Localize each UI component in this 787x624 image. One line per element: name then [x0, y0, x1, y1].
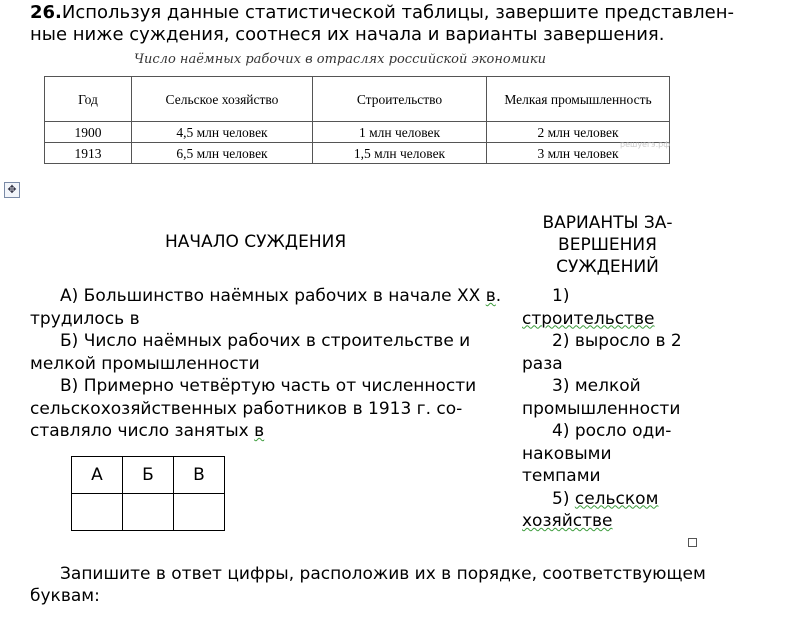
instruction-footer: Запишите в ответ цифры, расположив их в порядке, соответствующем буквам:	[30, 564, 706, 606]
header-cell-agriculture: Сельское хозяйство	[132, 77, 313, 122]
answer-input-row	[72, 494, 225, 531]
table-caption: Число наёмных рабочих в отраслях российской экономики	[133, 52, 547, 67]
beginning-item: Б) Число наёмных рабочих в строительстве и мелкой промышленности	[30, 331, 471, 374]
answer-header-v: В	[174, 457, 225, 494]
beginning-item: В) Примерно четвёртую часть от численности сельскохозяйственных работников в 1913 г. со-ставляло число занятых в	[30, 376, 477, 441]
task-number: 26.	[30, 2, 62, 23]
header-cell-year: Год	[45, 77, 132, 122]
table-cell: 6,5 млн человек	[132, 143, 313, 164]
endings-list	[522, 285, 692, 533]
option-item: 5) сельском хозяйстве	[522, 488, 659, 531]
answer-header-b: Б	[123, 457, 174, 494]
option-item: 3) мелкой промышленности	[522, 376, 681, 419]
heading-endings: ВАРИАНТЫ ЗА-ВЕРШЕНИЯ СУЖДЕНИЙ	[542, 213, 673, 277]
table-cell: 4,5 млн человек	[132, 122, 313, 143]
table-cell: 3 млн человек	[487, 143, 670, 164]
text-anchor-marker-icon	[688, 538, 697, 547]
answer-cell-a[interactable]	[72, 494, 123, 531]
table-cell: 1,5 млн человек	[313, 143, 487, 164]
task-statement	[30, 2, 770, 46]
option-item: 4) росло оди-наковыми темпами	[522, 421, 672, 486]
task-text: Используя данные статистической таблицы, завершите представлен-ные ниже суждения, соотнеся их начала и варианты завершения.	[30, 2, 734, 45]
table-cell: 2 млн человек	[487, 122, 670, 143]
statistics-table	[44, 76, 670, 164]
table-cell: 1900	[45, 122, 132, 143]
table-move-handle-icon[interactable]: ✥	[4, 182, 20, 198]
header-cell-small-industry: Мелкая промышленность	[487, 77, 670, 122]
beginnings-list	[30, 285, 505, 443]
table-cell: 1913	[45, 143, 132, 164]
answer-header-row	[72, 457, 225, 494]
watermark-text: решуегэ.рф	[620, 140, 671, 149]
header-cell-construction: Строительство	[313, 77, 487, 122]
table-row	[45, 143, 670, 164]
beginning-item: А) Большинство наёмных рабочих в начале XX в. трудилось в	[30, 286, 502, 329]
option-item: 1) строительстве	[522, 286, 655, 329]
table-cell: 1 млн человек	[313, 122, 487, 143]
option-item: 2) выросло в 2 раза	[522, 331, 682, 374]
answer-cell-v[interactable]	[174, 494, 225, 531]
answer-table	[71, 456, 225, 531]
heading-beginnings: НАЧАЛО СУЖДЕНИЯ	[165, 232, 347, 252]
answer-header-a: А	[72, 457, 123, 494]
answer-cell-b[interactable]	[123, 494, 174, 531]
table-header-row	[45, 77, 670, 122]
table-row	[45, 122, 670, 143]
